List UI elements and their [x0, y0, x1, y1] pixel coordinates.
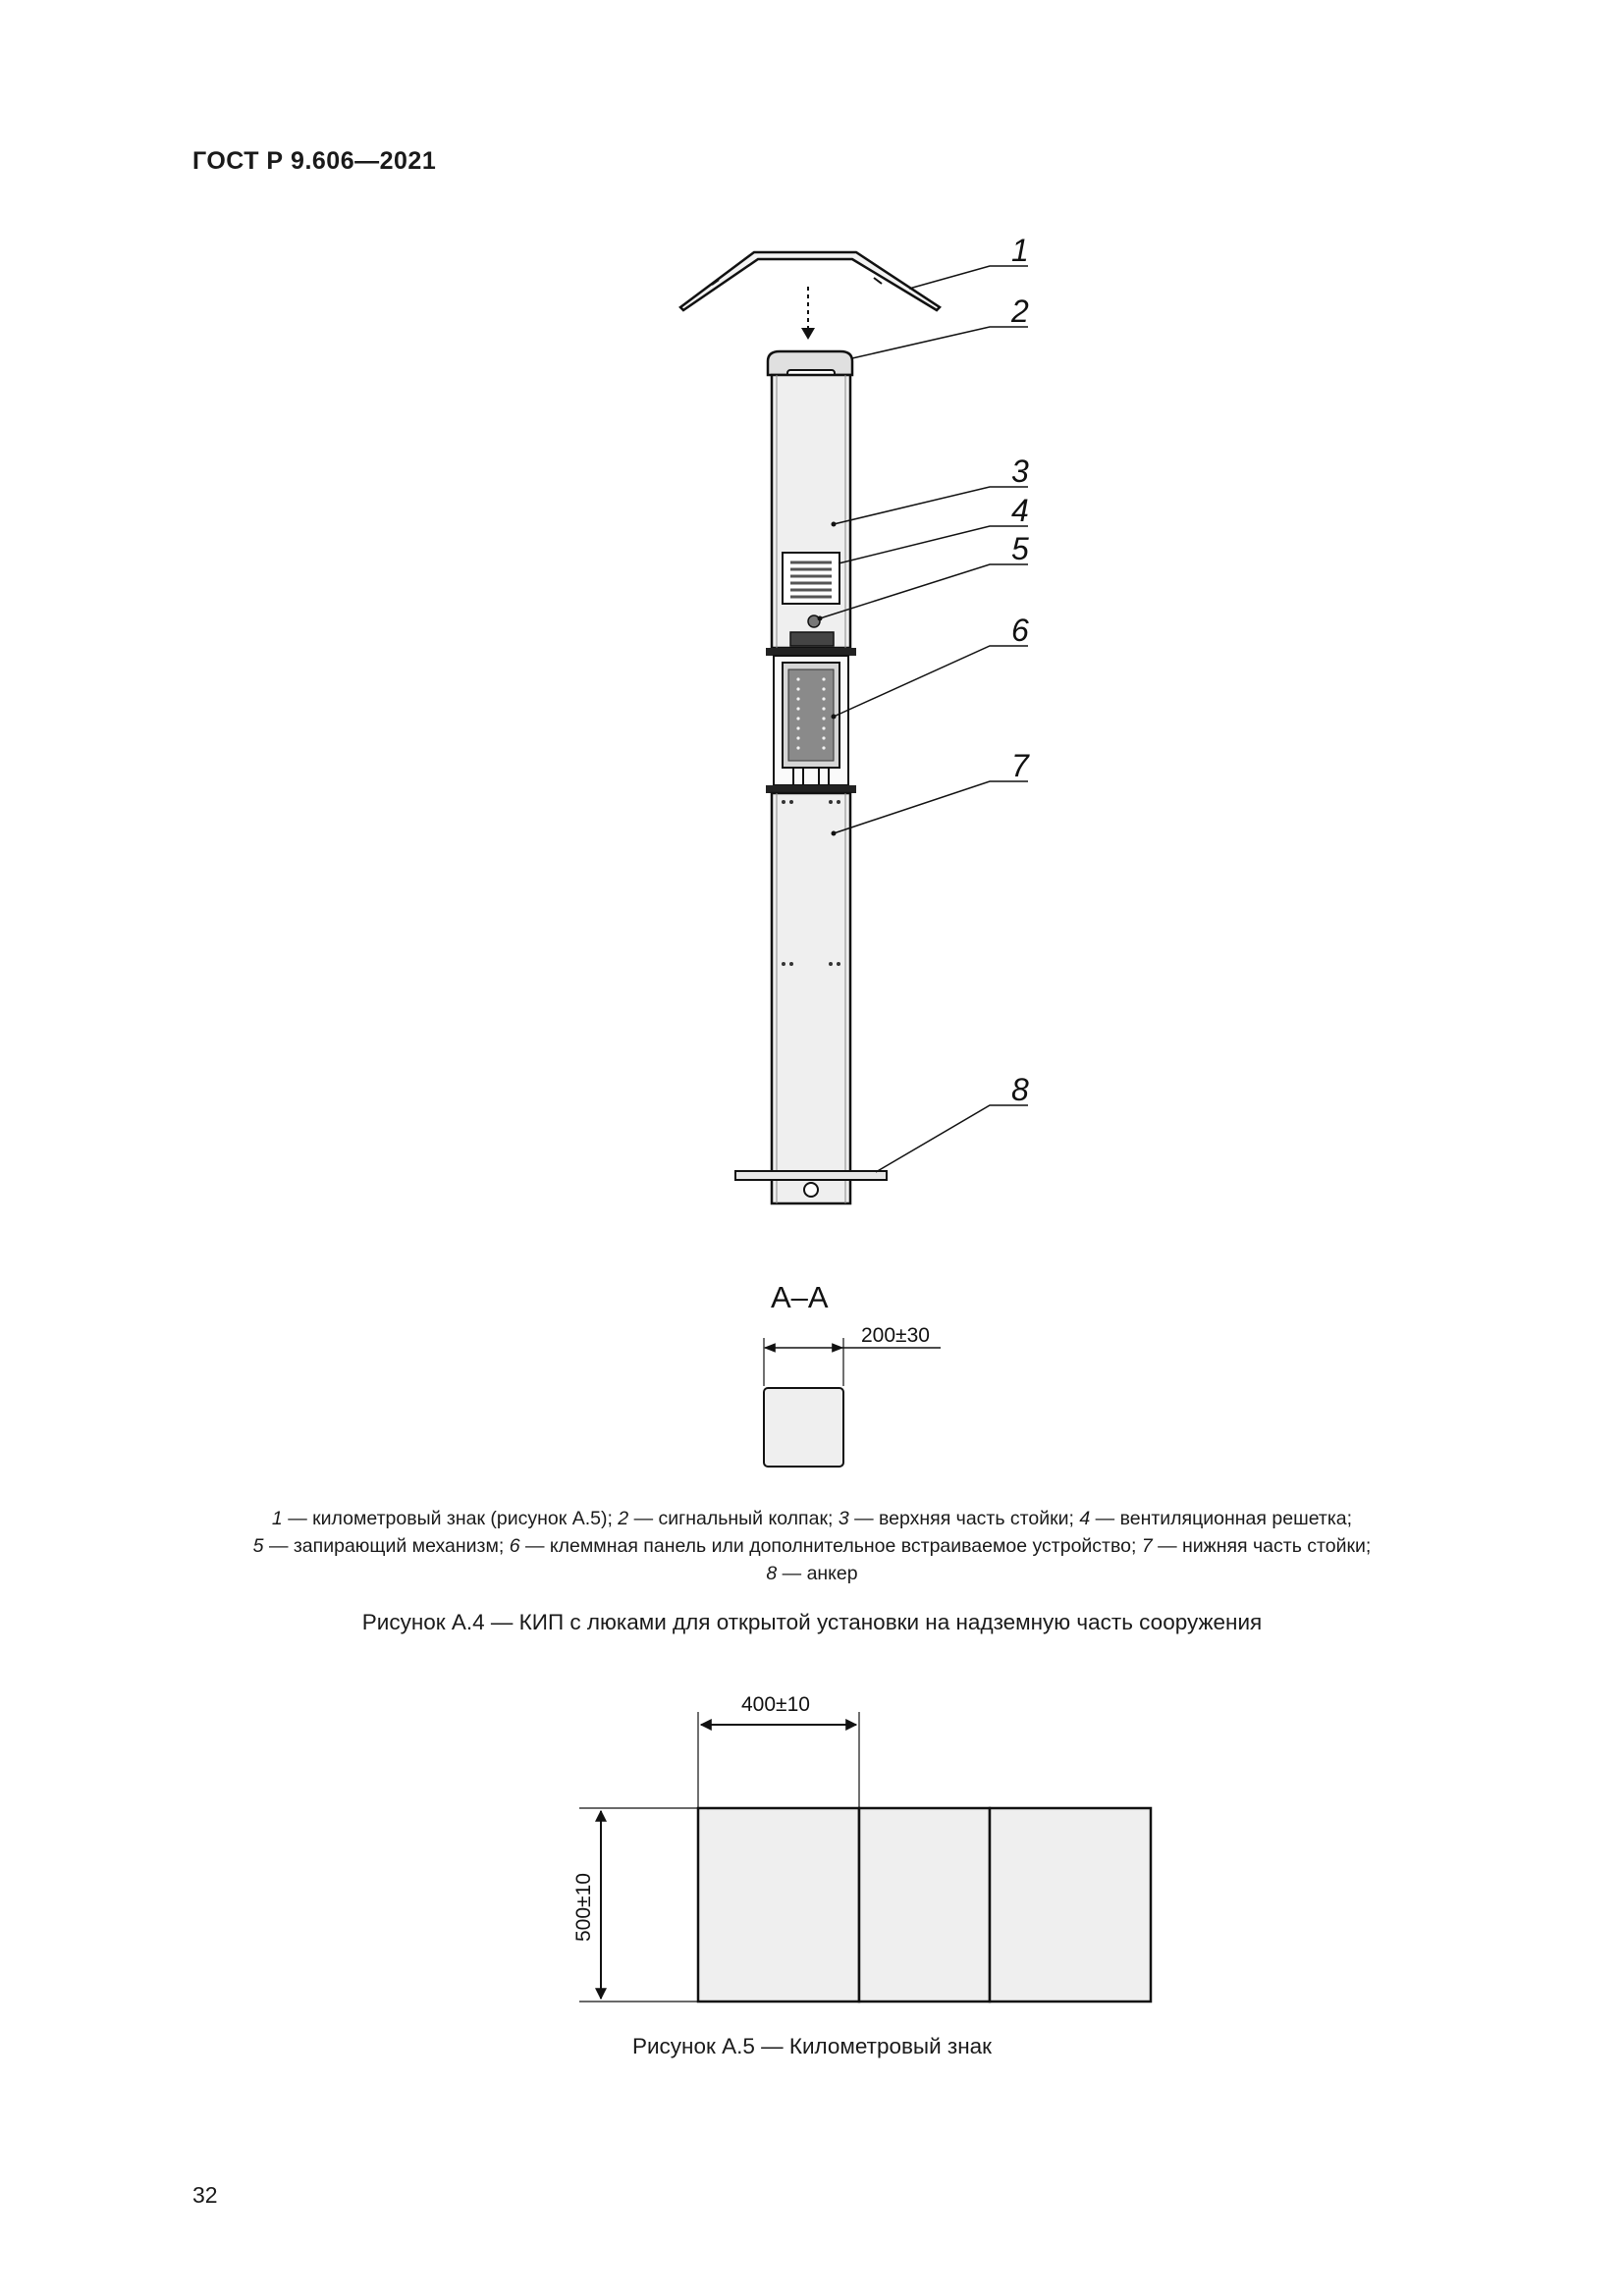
- legend-num: 6: [509, 1535, 520, 1557]
- mount-direction-arrow: [801, 328, 815, 340]
- legend-num: 3: [838, 1508, 849, 1529]
- legend-num: 7: [1141, 1535, 1153, 1557]
- figure-a5-caption: Рисунок А.5 — Километровый знак: [631, 2034, 993, 2058]
- anchor-bar: [735, 1171, 887, 1180]
- page-number: 32: [192, 2182, 218, 2208]
- figure-a4-caption: Рисунок А.4 — КИП с люками для открытой установки на надземную часть сооружения: [361, 1610, 1263, 1634]
- legend-text: — клеммная панель или дополнительное встраиваемое устройство;: [519, 1535, 1142, 1557]
- callout-2: 2: [1011, 294, 1029, 329]
- callout-5: 5: [1011, 531, 1029, 566]
- section-square: [764, 1388, 843, 1467]
- callout-6: 6: [1011, 613, 1029, 648]
- callout-3: 3: [1011, 454, 1029, 489]
- legend-text: — километровый знак (рисунок А.5);: [282, 1508, 619, 1529]
- legend-line-1: [157, 1505, 1467, 1532]
- legend-num: 8: [766, 1563, 778, 1584]
- kilometer-sign: [698, 1808, 1151, 2002]
- legend-text: — сигнальный колпак;: [628, 1508, 839, 1529]
- standard-header: ГОСТ Р 9.606—2021: [192, 147, 437, 175]
- legend-text: — нижняя часть стойки;: [1152, 1535, 1372, 1557]
- legend-text: — верхняя часть стойки;: [848, 1508, 1080, 1529]
- flange-upper: [766, 648, 856, 656]
- section-dimension-value: 200±30: [861, 1324, 930, 1347]
- legend-num: 2: [618, 1508, 629, 1529]
- callout-7: 7: [1011, 748, 1029, 783]
- figure-a4-legend: [157, 1505, 1467, 1587]
- section-title: А–А: [771, 1280, 829, 1314]
- legend-line-3: [157, 1560, 1467, 1587]
- legend-text: — анкер: [777, 1563, 858, 1584]
- callout-8: 8: [1011, 1072, 1029, 1107]
- legend-line-2: [157, 1532, 1467, 1560]
- hinge-plate: [790, 632, 834, 646]
- legend-num: 5: [252, 1535, 264, 1557]
- legend-text: — вентиляционная решетка;: [1090, 1508, 1353, 1529]
- legend-num: 1: [271, 1508, 283, 1529]
- legend-num: 4: [1079, 1508, 1091, 1529]
- kilometer-sign-cover: [680, 252, 940, 310]
- post-upper-part: [772, 375, 850, 648]
- sign-height-dimension: 500±10: [572, 1873, 595, 1942]
- sign-width-dimension: 400±10: [741, 1693, 810, 1716]
- legend-text: — запирающий механизм;: [263, 1535, 510, 1557]
- post-lower-part: [772, 793, 850, 1203]
- callout-1: 1: [1011, 233, 1029, 268]
- ventilation-grille: [783, 553, 839, 604]
- post-middle-open: [774, 656, 848, 785]
- callout-4: 4: [1011, 493, 1029, 528]
